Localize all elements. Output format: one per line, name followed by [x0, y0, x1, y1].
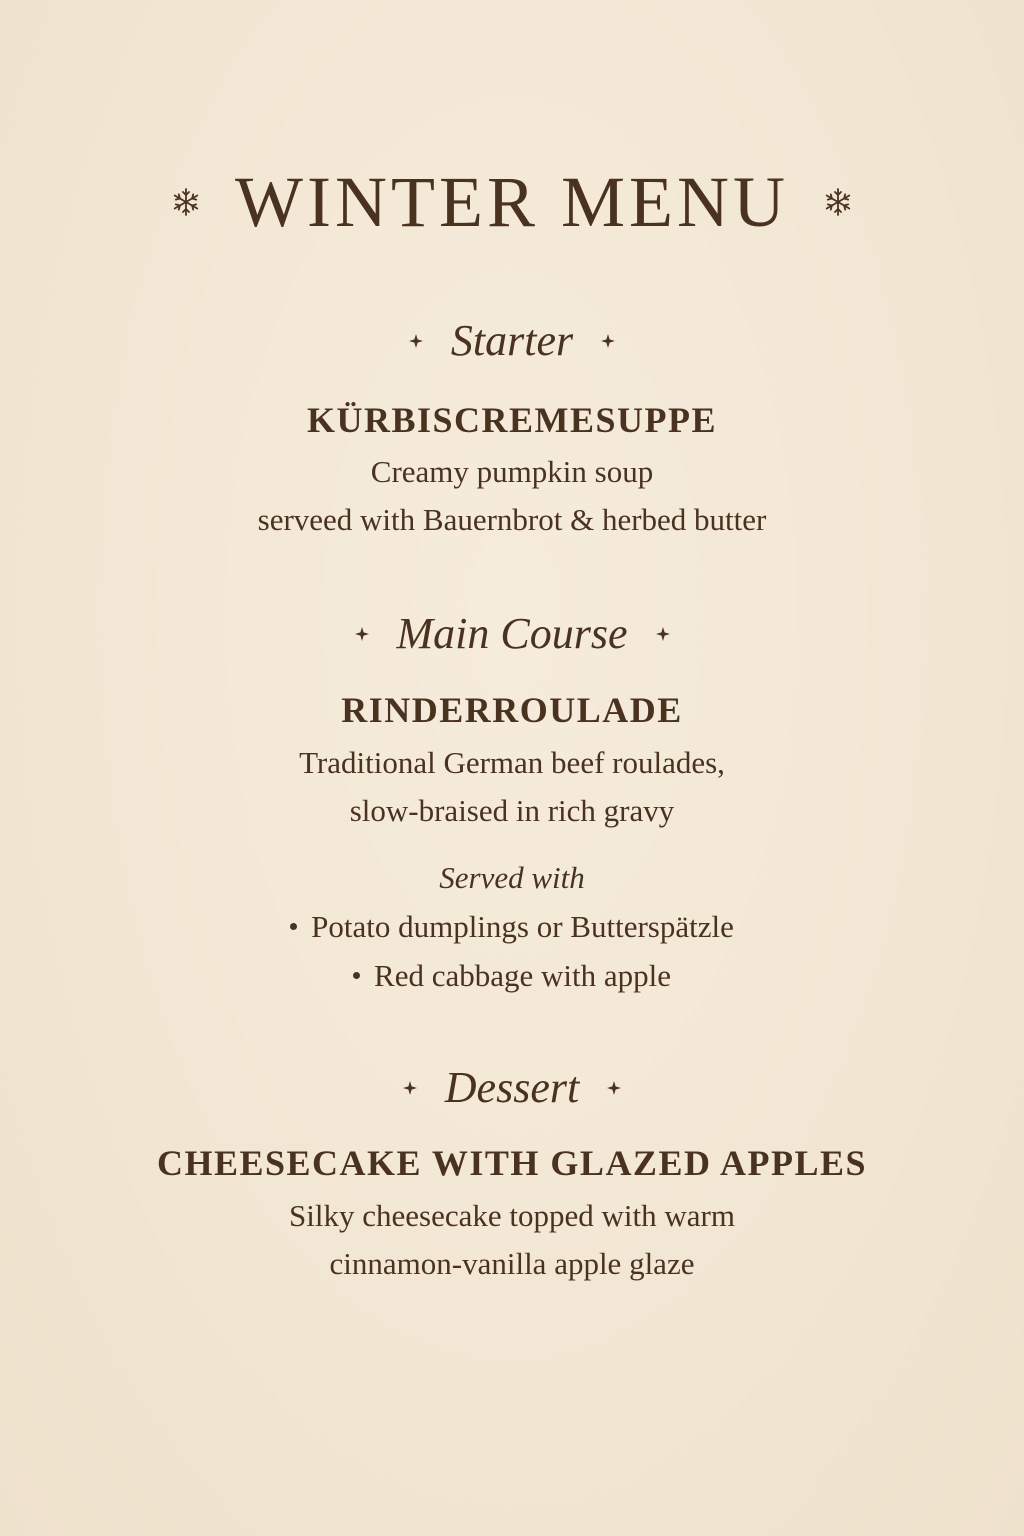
dish-description-line: slow-braised in rich gravy [349, 793, 675, 828]
dish-description-line: Silky cheesecake topped with warm [289, 1198, 735, 1233]
bullet-icon [353, 972, 360, 979]
dish-description-line: serveed with Bauernbrot & herbed butter [257, 502, 767, 537]
snowflake-icon [823, 187, 853, 217]
section-heading-main-course [0, 606, 1024, 662]
side-dish-text: Red cabbage with apple [374, 958, 671, 993]
star-ornament-icon [601, 334, 615, 348]
section-heading-dessert [0, 1060, 1024, 1116]
dish-name-dessert: CHEESECAKE WITH GLAZED APPLES [156, 1143, 867, 1183]
star-ornament-icon [355, 627, 369, 641]
section-heading-text: Main Course [396, 609, 628, 658]
side-dish-item [0, 956, 1024, 996]
side-dish-text: Potato dumplings or Butterspätzle [311, 909, 734, 944]
dish-description-line: Traditional German beef roulades, [299, 745, 725, 780]
snowflake-icon [171, 187, 201, 217]
star-ornament-icon [403, 1081, 417, 1095]
dish-name-starter: KÜRBISCREMESUPPE [306, 400, 718, 440]
star-ornament-icon [409, 334, 423, 348]
dish-description-line: cinnamon-vanilla apple glaze [329, 1246, 695, 1281]
dish-description-line: Creamy pumpkin soup [370, 454, 654, 489]
star-ornament-icon [607, 1081, 621, 1095]
star-ornament-icon [656, 627, 670, 641]
side-dish-item [0, 907, 1024, 947]
bullet-icon [290, 923, 297, 930]
section-heading-starter [0, 313, 1024, 369]
title-row [0, 160, 1024, 244]
menu-title: WINTER MENU [235, 162, 789, 242]
section-heading-text: Starter [450, 316, 574, 365]
dish-name-main-course: RINDERROULADE [341, 690, 683, 730]
served-with-label: Served with [439, 860, 585, 895]
section-heading-text: Dessert [444, 1063, 580, 1112]
